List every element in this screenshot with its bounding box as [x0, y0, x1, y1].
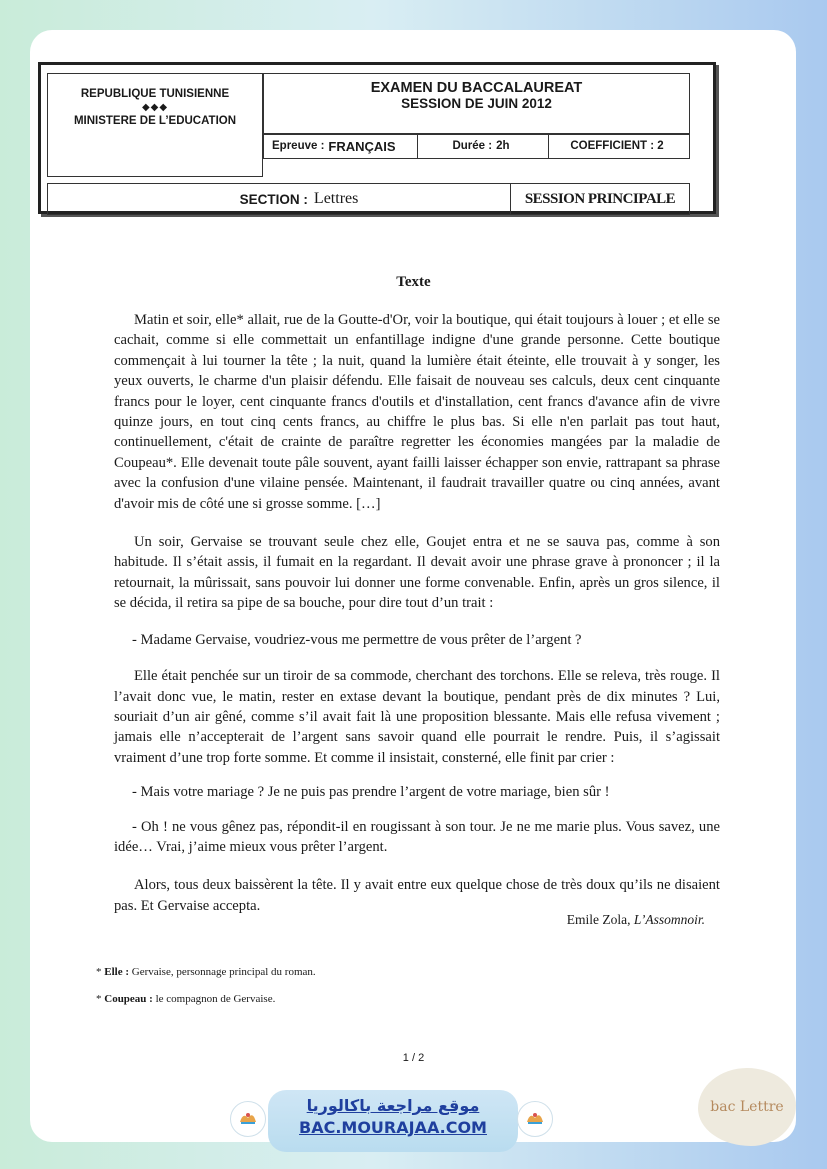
- section-row: [47, 183, 690, 215]
- work-title: L’Assomnoir.: [633, 912, 705, 927]
- paragraph-7: Alors, tous deux baissèrent la tête. Il y avait entre eux quelque chose de très doux qu’ils ne disaient pas. Et Gervaise accepta.: [114, 877, 720, 914]
- ministry-name: MINISTERE DE L’EDUCATION: [73, 115, 237, 127]
- paragraph-6: - Oh ! ne vous gênez pas, répondit-il en rougissant à son tour. Je ne me marie plus. Vous savez, une idée… Vrai, j’aime mieux vous prêter l’argent.: [114, 818, 720, 855]
- paragraph-2: Un soir, Gervaise se trouvant seule chez elle, Goujet entra et ne se sauva pas, comme à son habitude. Il s’était assis, il fumait en la regardant. Il devait avoir une phrase grave à prononcer ; il la retournait, la mûrissait, sans pouvoir lui donner une forme convenable. Enfin, après un gros silence, il se décida, il retira sa pipe de sa bouche, pour dire tout d’un trait :: [114, 534, 720, 612]
- site-url-link[interactable]: BAC.MOURAJAA.COM: [299, 1118, 487, 1137]
- duree-value: 2h: [496, 140, 510, 152]
- coefficient-value: COEFFICIENT : 2: [570, 140, 664, 152]
- epreuve-value: FRANÇAIS: [328, 138, 396, 154]
- duree-label: Durée :: [452, 140, 493, 152]
- site-name-arabic[interactable]: موقع مراجعة باكالوريا: [306, 1096, 480, 1115]
- duree-cell: [418, 134, 549, 158]
- epreuve-cell: [264, 134, 418, 158]
- author-citation: [567, 912, 705, 928]
- epreuve-label: Epreuve :: [272, 140, 325, 152]
- site-logo-icon: [230, 1101, 266, 1137]
- footnote-star: *: [96, 966, 102, 978]
- footnote-desc: Gervaise, personnage principal du roman.: [131, 966, 316, 978]
- country-name: REPUBLIQUE TUNISIENNE: [80, 88, 230, 100]
- author-name: Emile Zola,: [566, 912, 631, 927]
- paragraph-1: Matin et soir, elle* allait, rue de la Goutte-d'Or, voir la boutique, qui était toujours à louer ; et elle se cachait, comme si elle commettait un enfantillage indigne d'une grande personne. Cette boutique commençait à lui tourner la tête ; la nuit, quand la lumière était éteinte, elle trouvait à y songer, les yeux ouverts, le charme d'un plaisir défendu. Elle faisait de nouveau ses calculs, deux cent cinquante francs pour le loyer, cent cinquante francs d'outils et d'installation, cent francs d'avance afin de vivre quinze jours, en tout cinq cents francs, au chiffre le plus bas. Si elle n'en parlait pas tout haut, continuellement, c'était de crainte de paraître regretter les économies mangées par la maladie de Coupeau*. Elle devenait toute pâle souvent, ayant failli laisser échapper son envie, rattrapant sa phrase avec la confusion d'une vilaine pensée. Maintenant, il faudrait travailler quatre ou cinq années, avant d'avoir mis de côté une si grosse somme. […]: [114, 312, 720, 512]
- exam-title: EXAMEN DU BACCALAUREAT: [370, 80, 583, 96]
- page-number: 1 / 2: [402, 1052, 425, 1064]
- footnote-term: Coupeau :: [104, 993, 153, 1005]
- session-type: SESSION PRINCIPALE: [524, 190, 676, 207]
- badge-text: bac Lettre: [710, 1099, 784, 1115]
- paragraph-4: Elle était penchée sur un tiroir de sa commode, cherchant des torchons. Elle se releva, très rouge. Il l’avait donc vue, le matin, rester en extase devant la boutique, pendant près de dix minutes ? Lui, souriait d’un air gêné, comme s’il avait fait là une proposition blessante. Mais elle refusa vivement ; jamais elle n’accepterait de l’argent sans savoir quand elle pourrait le rendre. Puis, il s’agissait vraiment d’une trop forte somme. Et comme il insistait, consterné, elle finit par crier :: [114, 668, 720, 766]
- exam-header: [38, 62, 716, 214]
- session-title: SESSION DE JUIN 2012: [401, 96, 552, 111]
- section-label: SECTION :: [239, 191, 308, 207]
- footnote-elle: [96, 966, 316, 978]
- footnote-coupeau: [96, 993, 275, 1005]
- paragraph-5: - Mais votre mariage ? Je ne puis pas prendre l’argent de votre mariage, bien sûr !: [132, 784, 610, 801]
- paragraph-3: - Madame Gervaise, voudriez-vous me permettre de vous prêter de l’argent ?: [132, 631, 582, 648]
- coefficient-cell: [549, 134, 689, 158]
- site-banner[interactable]: [268, 1090, 518, 1152]
- footnote-star: *: [96, 993, 102, 1005]
- ornament: ◆◆◆: [141, 102, 169, 113]
- site-logo-icon: [517, 1101, 553, 1137]
- section-value: Lettres: [313, 190, 359, 207]
- bac-lettre-badge: [698, 1068, 796, 1146]
- text-body: [114, 310, 720, 916]
- section-cell: [48, 184, 511, 214]
- footnote-desc: le compagnon de Gervaise.: [155, 993, 276, 1005]
- exam-info-row: [263, 133, 690, 159]
- text-title: Texte: [396, 274, 431, 290]
- ministry-box: [47, 73, 263, 177]
- footnote-term: Elle :: [104, 966, 129, 978]
- exam-title-box: [263, 73, 690, 135]
